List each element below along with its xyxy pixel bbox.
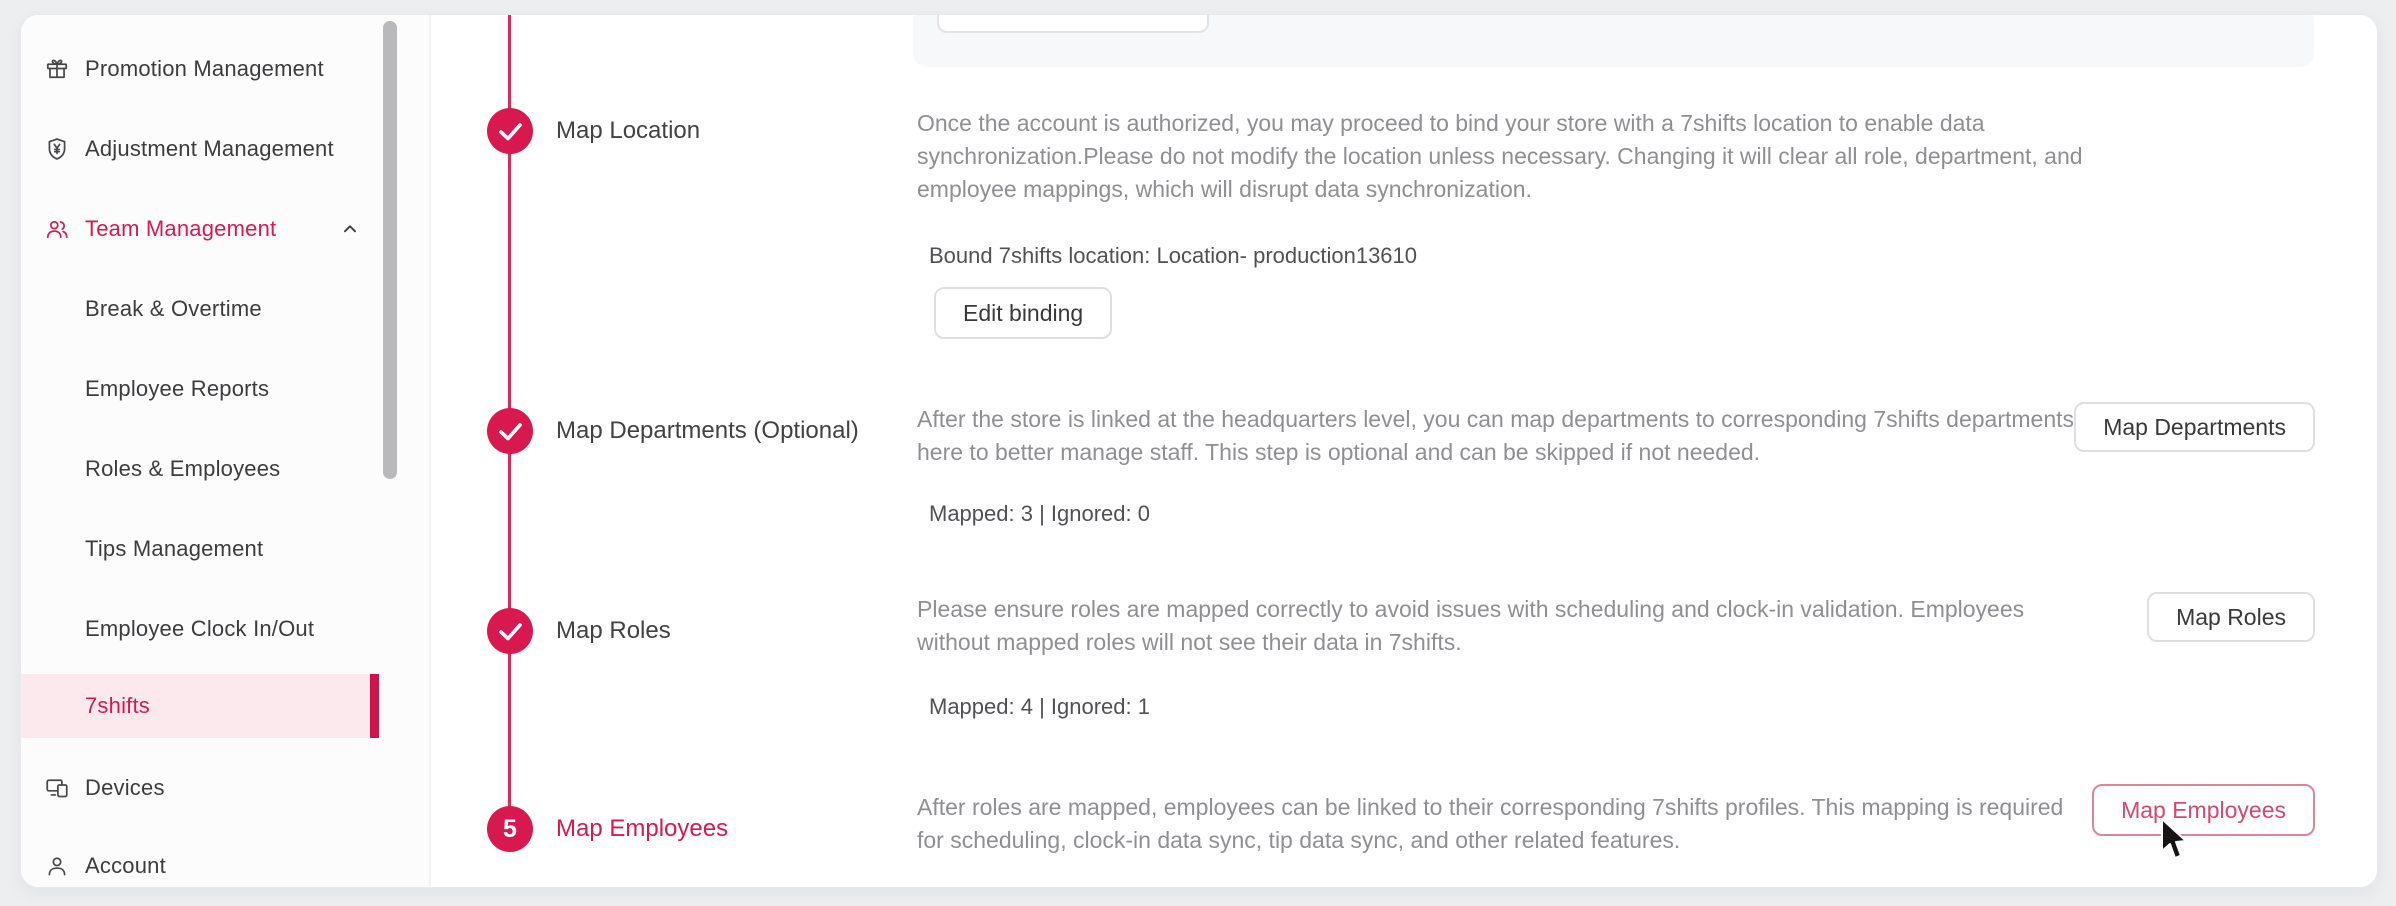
step-number: 5: [503, 814, 517, 843]
sidebar-item-label: Employee Clock In/Out: [85, 616, 315, 641]
edit-binding-button[interactable]: Edit binding: [934, 287, 1112, 339]
sidebar-item-break-overtime[interactable]: [21, 277, 379, 341]
sidebar-item-7shifts[interactable]: [21, 674, 379, 738]
check-icon: [487, 608, 533, 654]
app-window: [20, 14, 2378, 888]
sidebar-item-label: Break & Overtime: [85, 296, 262, 321]
check-icon: [487, 408, 533, 454]
sidebar-item-label: Devices: [85, 775, 165, 800]
sidebar-item-label: Team Management: [85, 216, 277, 241]
step-title-map-employees: Map Employees: [556, 815, 729, 842]
sidebar-item-adjustment-management[interactable]: [21, 117, 379, 181]
step-desc-map-employees: After roles are mapped, employees can be linked to their corresponding 7shifts profiles. This mapping is required for scheduling, clock-in data sync, tip data sync, and other related features.: [917, 794, 2064, 853]
cut-off-button[interactable]: [937, 15, 1209, 33]
map-departments-button[interactable]: Map Departments: [2074, 402, 2315, 452]
step-title-map-departments: Map Departments (Optional): [556, 417, 859, 444]
sidebar-item-roles-employees[interactable]: [21, 437, 379, 501]
step-indicator-map-departments: [487, 408, 533, 454]
sidebar-item-label: 7shifts: [85, 693, 150, 718]
sidebar-item-devices[interactable]: [21, 756, 379, 820]
step-desc-map-departments: After the store is linked at the headquarters level, you can map departments to corresponding 7shifts departments here to better manage staff. This step is optional and can be skipped if not needed.: [917, 406, 2075, 465]
step-title-map-roles: Map Roles: [556, 617, 671, 644]
sidebar-item-label: Roles & Employees: [85, 456, 281, 481]
step-indicator-map-roles: [487, 608, 533, 654]
sidebar-item-tips-management[interactable]: [21, 517, 379, 581]
step-indicator-map-location: [487, 108, 533, 154]
gift-icon: [44, 56, 70, 82]
sidebar-item-employee-reports[interactable]: [21, 357, 379, 421]
sidebar-item-label: Adjustment Management: [85, 136, 334, 161]
bound-location-text: Bound 7shifts location: Location- production13610: [929, 243, 1418, 268]
step-desc-map-location: Once the account is authorized, you may proceed to bind your store with a 7shifts location to enable data synchronization.Please do not modify the location unless necessary. Changing it will clear all role, department, and employee mappings, which will disrupt data synchronization.: [917, 110, 2083, 202]
sidebar-item-label: Promotion Management: [85, 56, 324, 81]
sidebar-item-label: Tips Management: [85, 536, 264, 561]
sidebar-item-promotion-management[interactable]: [21, 37, 379, 101]
map-roles-button[interactable]: Map Roles: [2147, 592, 2315, 642]
chevron-up-icon: [339, 218, 361, 240]
sidebar-item-account[interactable]: [21, 834, 379, 888]
sidebar-item-employee-clock-in-out[interactable]: [21, 597, 379, 661]
mouse-cursor: [2159, 817, 2193, 863]
step-desc-map-roles: Please ensure roles are mapped correctly to avoid issues with scheduling and clock-in validation. Employees without mapped roles will not see their data in 7shifts.: [917, 596, 2025, 655]
sidebar-item-team-management[interactable]: [21, 197, 379, 261]
sidebar-item-label: Account: [85, 853, 166, 878]
map-employees-button[interactable]: Map Employees: [2092, 784, 2315, 836]
active-item-indicator: [370, 674, 379, 738]
sidebar-scrollbar-thumb[interactable]: [383, 21, 397, 479]
shield-yen-icon: [44, 136, 70, 162]
mapped-stats-departments: Mapped: 3 | Ignored: 0: [929, 501, 1150, 526]
mapped-stats-roles: Mapped: 4 | Ignored: 1: [929, 694, 1150, 719]
step-title-map-location: Map Location: [556, 117, 701, 144]
team-icon: [44, 216, 70, 242]
devices-icon: [44, 775, 70, 801]
sidebar: [21, 15, 431, 887]
sidebar-item-label: Employee Reports: [85, 376, 270, 401]
person-icon: [44, 853, 70, 879]
scrolled-panel: [913, 15, 2314, 67]
check-icon: [487, 108, 533, 154]
step-indicator-map-employees: [487, 806, 533, 852]
